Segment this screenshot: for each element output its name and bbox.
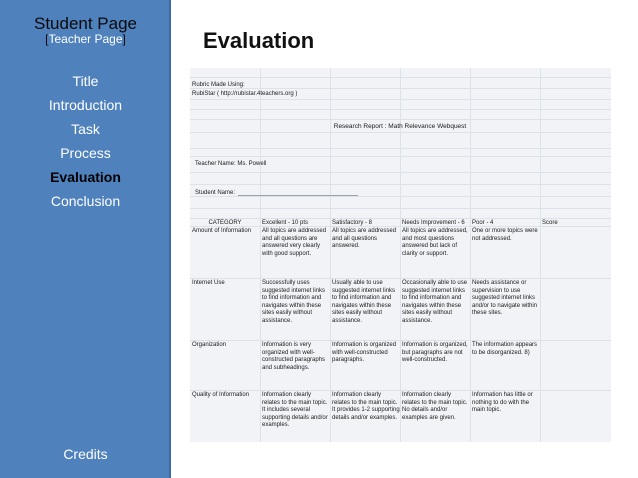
nav-conclusion[interactable]: Conclusion [50, 193, 121, 209]
nav-credits[interactable]: Credits [63, 446, 108, 462]
bracket-close: ] [122, 32, 126, 46]
student-name-field[interactable] [238, 195, 358, 196]
row-cell: Information clearly relates to the main topic. No details and/or examples are given. [402, 392, 468, 421]
row-cell: Usually able to use suggested internet links to find information and navigates within these sites easily without assistance. [332, 280, 396, 324]
header-needs-improvement: Needs Improvement - 6 [402, 220, 465, 226]
row-cell: Information has little or nothing to do with the main topic. [472, 392, 533, 414]
row-cell: All topics are addressed and all questions are answered very clearly with good support. [262, 228, 327, 257]
sidebar [0, 0, 171, 478]
nav-evaluation: Evaluation [50, 169, 121, 185]
nav-process[interactable]: Process [60, 145, 111, 161]
teacher-page-link-wrap [0, 32, 171, 46]
header-satisfactory: Satisfactory - 8 [332, 220, 373, 226]
student-name-label: Student Name: [195, 190, 236, 196]
row-cell: All topics are addressed, and most questions answered but lack of clarity or support. [402, 228, 468, 257]
teacher-page-link[interactable]: Teacher Page [48, 32, 123, 46]
teacher-name: Teacher Name: Ms. Powell [195, 161, 267, 167]
row-category: Quality of Information [192, 392, 250, 398]
header-excellent: Excellent - 10 pts [262, 220, 309, 226]
report-title: Research Report : Math Relevance Webquest [333, 123, 467, 130]
row-cell: Successfully uses suggested internet links to find information and navigates within these sites easily without assistance. [262, 280, 326, 324]
nav-task[interactable]: Task [71, 121, 100, 137]
row-cell: One or more topics were not addressed. [472, 228, 538, 242]
row-cell: Information clearly relates to the main topic. It includes several supporting details and/or examples. [262, 392, 328, 429]
rubric-table [190, 68, 611, 442]
header-score: Score [542, 220, 558, 226]
row-cell: Needs assistance or supervision to use suggested internet links and/or to navigate within these sites. [472, 280, 538, 317]
row-cell: Information is very organized with well-constructed paragraphs and subheadings. [262, 342, 326, 371]
row-cell: All topics are addressed and all questions answered. [332, 228, 397, 250]
row-category: Amount of Information [192, 228, 252, 234]
row-category: Organization [192, 342, 227, 348]
row-cell: Information is organized with well-constructed paragraphs. [332, 342, 397, 364]
sidebar-title: Student Page [33, 14, 138, 33]
rubric-made-using: Rubric Made Using: [192, 82, 245, 88]
row-cell: Occasionally able to use suggested internet links to find information and navigates within these sites easily without assistance. [402, 280, 468, 324]
nav-introduction[interactable]: Introduction [48, 97, 123, 113]
row-cell: Information clearly relates to the main topic. It provides 1-2 supporting details and/or examples. [332, 392, 400, 421]
row-cell: Information is organized, but paragraphs are not well-constructed. [402, 342, 468, 364]
rubric-source-link[interactable]: RubiStar ( http://rubistar.4teachers.org ) [192, 91, 298, 97]
bracket-open: [ [45, 32, 49, 46]
page-title: Evaluation [203, 28, 315, 53]
nav-title[interactable]: Title [72, 73, 99, 89]
header-category: CATEGORY [208, 220, 242, 226]
row-cell: The information appears to be disorganized. 8) [472, 342, 538, 356]
header-poor: Poor - 4 [472, 220, 494, 226]
row-category: Internet Use [192, 280, 225, 286]
